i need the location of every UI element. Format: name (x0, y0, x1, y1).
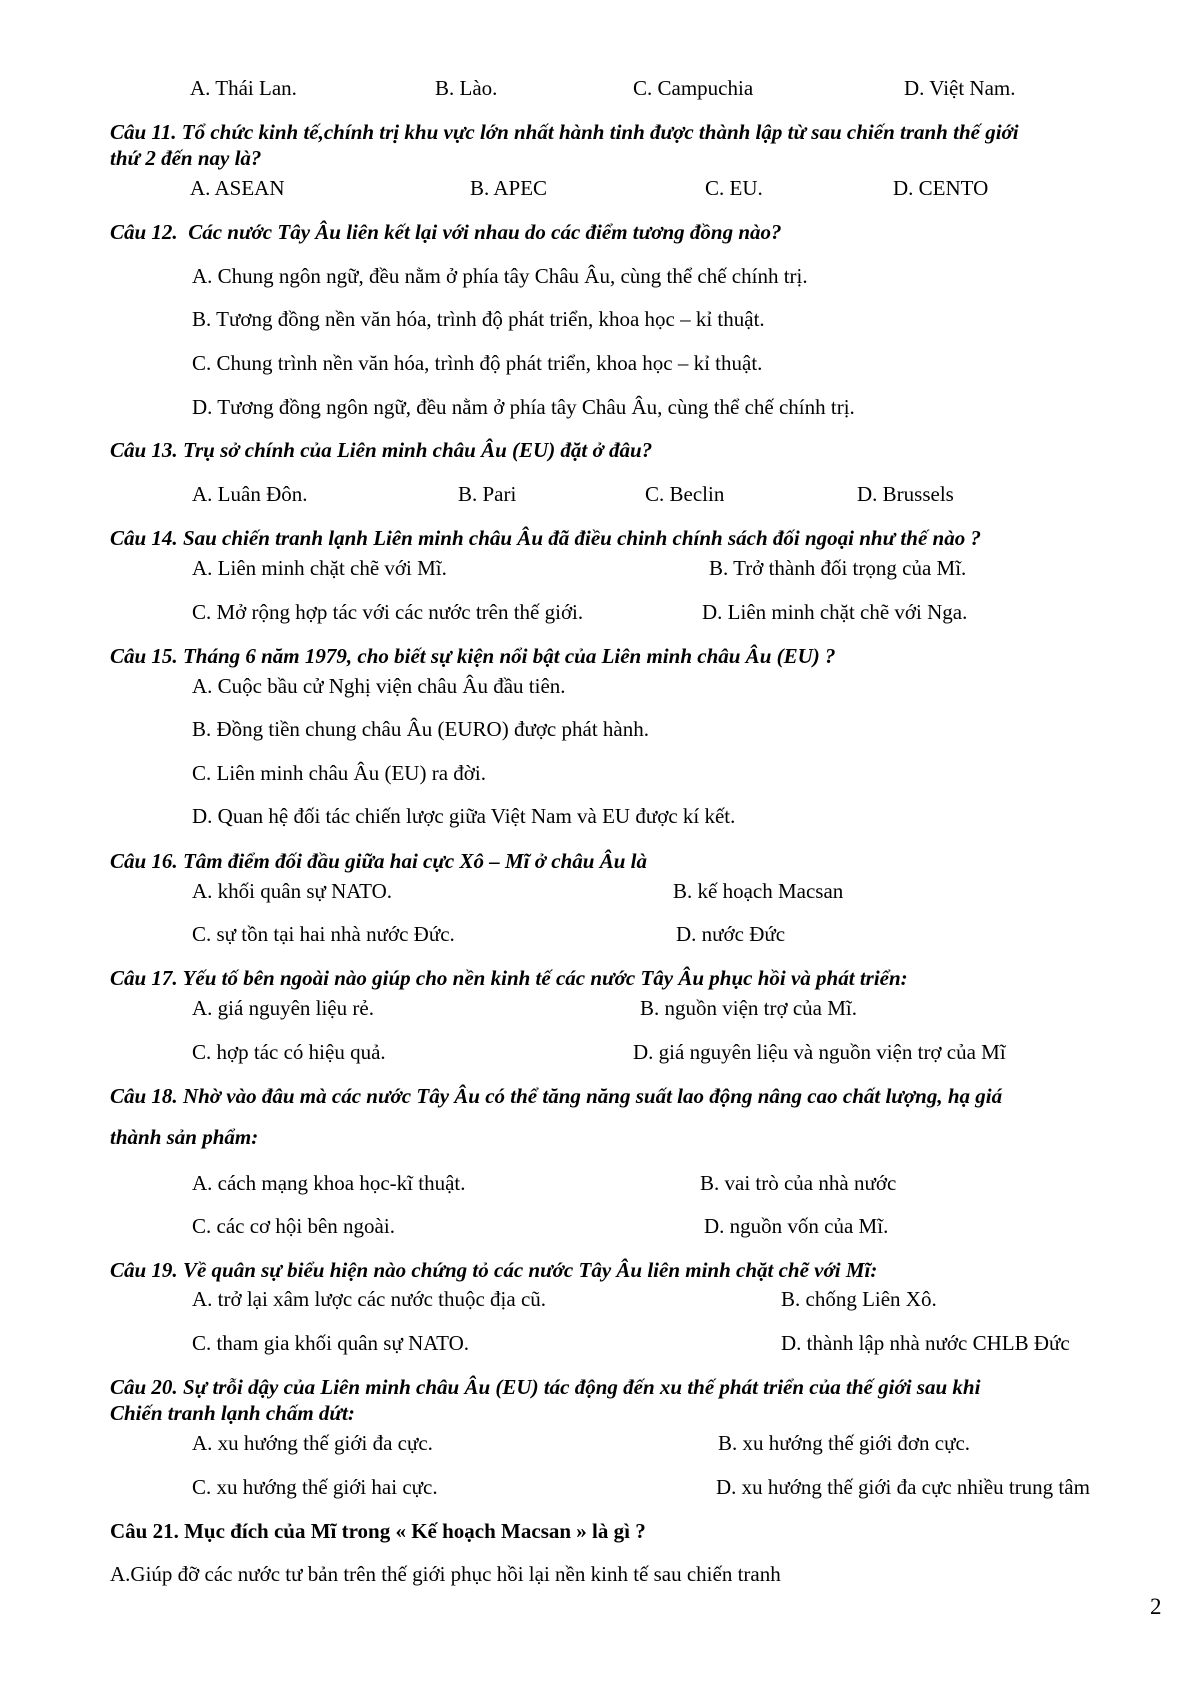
q14-number: Câu 14. (110, 526, 178, 550)
q12-option-a: A. Chung ngôn ngữ, đều nằm ở phía tây Châu Âu, cùng thể chế chính trị. (192, 264, 808, 288)
q13-question (110, 437, 652, 463)
q11-number: Câu 11. (110, 120, 177, 144)
q13-text: Trụ sở chính của Liên minh châu Âu (EU) đặt ở đâu? (182, 438, 653, 462)
q11-text-line2: thứ 2 đến nay là? (110, 146, 262, 170)
q18-number: Câu 18. (110, 1084, 178, 1108)
q15-option-c: C. Liên minh châu Âu (EU) ra đời. (192, 761, 486, 785)
q14-text: Sau chiến tranh lạnh Liên minh châu Âu đã điều chinh chính sách đối ngoại như thế nào ? (182, 526, 981, 550)
q18-option-b: B. vai trò của nhà nước (700, 1171, 897, 1195)
q13-option-d: D. Brussels (857, 482, 954, 506)
q13-number: Câu 13. (110, 438, 178, 462)
q12-number: Câu 12. (110, 220, 178, 244)
q12-option-d: D. Tương đồng ngôn ngữ, đều nằm ở phía tây Châu Âu, cùng thể chế chính trị. (192, 395, 855, 419)
q20-number: Câu 20. (110, 1375, 178, 1399)
q11-option-a: A. ASEAN (190, 176, 285, 200)
q20-option-b: B. xu hướng thế giới đơn cực. (718, 1431, 971, 1455)
q15-option-a: A. Cuộc bầu cử Nghị viện châu Âu đầu tiên. (192, 674, 566, 698)
q19-option-c: C. tham gia khối quân sự NATO. (192, 1331, 469, 1355)
q19-option-a: A. trở lại xâm lược các nước thuộc địa cũ. (192, 1287, 547, 1311)
q16-number: Câu 16. (110, 849, 178, 873)
q15-number: Câu 15. (110, 644, 178, 668)
q10-option-c: C. Campuchia (633, 76, 754, 100)
q15-text: Tháng 6 năm 1979, cho biết sự kiện nổi bật của Liên minh châu Âu (EU) ? (182, 644, 836, 668)
q17-question (110, 965, 908, 991)
q20-text-line2: Chiến tranh lạnh chấm dứt: (110, 1401, 355, 1425)
q15-question (110, 643, 836, 669)
q21-text: Mục đích của Mĩ trong « Kế hoạch Macsan » là gì ? (184, 1519, 646, 1543)
q12-option-b: B. Tương đồng nền văn hóa, trình độ phát triển, khoa học – kỉ thuật. (192, 307, 765, 331)
q17-option-d: D. giá nguyên liệu và nguồn viện trợ của Mĩ (633, 1040, 1006, 1064)
q21-number: Câu 21. (110, 1519, 179, 1543)
q20-option-a: A. xu hướng thế giới đa cực. (192, 1431, 433, 1455)
q18-text-line1: Nhờ vào đâu mà các nước Tây Âu có thể tăng năng suất lao động nâng cao chất lượng, hạ giá (182, 1084, 1003, 1108)
q14-option-a: A. Liên minh chặt chẽ với Mĩ. (192, 556, 447, 580)
q19-question (110, 1257, 877, 1283)
q21-question (110, 1518, 646, 1544)
q14-question (110, 525, 981, 551)
q12-text: Các nước Tây Âu liên kết lại với nhau do các điểm tương đồng nào? (188, 220, 782, 244)
q19-number: Câu 19. (110, 1258, 178, 1282)
q11-text-line1: Tổ chức kinh tế,chính trị khu vực lớn nhất hành tinh được thành lập từ sau chiến tranh thế giới (181, 120, 1019, 144)
q20-question (110, 1374, 980, 1400)
q16-option-d: D. nước Đức (676, 922, 786, 946)
q11-option-b: B. APEC (470, 176, 548, 200)
q15-option-d: D. Quan hệ đối tác chiến lược giữa Việt Nam và EU được kí kết. (192, 804, 736, 828)
page-number: 2 (1150, 1594, 1162, 1619)
q18-option-d: D. nguồn vốn của Mĩ. (704, 1214, 889, 1238)
q16-option-b: B. kế hoạch Macsan (673, 879, 844, 903)
q17-option-a: A. giá nguyên liệu rẻ. (192, 996, 374, 1020)
q14-option-c: C. Mở rộng hợp tác với các nước trên thế giới. (192, 600, 584, 624)
q20-option-d: D. xu hướng thế giới đa cực nhiều trung tâm (716, 1475, 1090, 1499)
q10-option-a: A. Thái Lan. (190, 76, 297, 100)
q12-option-c: C. Chung trình nền văn hóa, trình độ phát triển, khoa học – kỉ thuật. (192, 351, 763, 375)
q17-text: Yếu tố bên ngoài nào giúp cho nền kinh tế các nước Tây Âu phục hồi và phát triển: (182, 966, 908, 990)
q16-option-a: A. khối quân sự NATO. (192, 879, 392, 903)
q17-option-c: C. hợp tác có hiệu quả. (192, 1040, 386, 1064)
q18-text-line2: thành sản phẩm: (110, 1125, 259, 1149)
q10-option-d: D. Việt Nam. (904, 76, 1016, 100)
q13-option-c: C. Beclin (645, 482, 725, 506)
q11-question (110, 119, 1019, 145)
q13-option-b: B. Pari (458, 482, 517, 506)
q18-question (110, 1083, 1002, 1109)
q19-text: Về quân sự biểu hiện nào chứng tỏ các nước Tây Âu liên minh chặt chẽ với Mĩ: (182, 1258, 878, 1282)
q15-option-b: B. Đồng tiền chung châu Âu (EURO) được phát hành. (192, 717, 649, 741)
q12-question (110, 219, 782, 245)
q18-option-a: A. cách mạng khoa học-kĩ thuật. (192, 1171, 466, 1195)
q21-option-a: A.Giúp đỡ các nước tư bản trên thế giới phục hồi lại nền kinh tế sau chiến tranh (110, 1562, 781, 1586)
q20-option-c: C. xu hướng thế giới hai cực. (192, 1475, 438, 1499)
q13-option-a: A. Luân Đôn. (192, 482, 308, 506)
q11-option-c: C. EU. (705, 176, 763, 200)
q17-option-b: B. nguồn viện trợ của Mĩ. (640, 996, 857, 1020)
q16-option-c: C. sự tồn tại hai nhà nước Đức. (192, 922, 455, 946)
q10-option-b: B. Lào. (435, 76, 498, 100)
q11-option-d: D. CENTO (893, 176, 989, 200)
q17-number: Câu 17. (110, 966, 178, 990)
q20-text-line1: Sự trỗi dậy của Liên minh châu Âu (EU) tác động đến xu thế phát triển của thế giới sau khi (182, 1375, 981, 1399)
q16-text: Tâm điểm đối đầu giữa hai cực Xô – Mĩ ở châu Âu là (182, 849, 647, 873)
q18-option-c: C. các cơ hội bên ngoài. (192, 1214, 395, 1238)
q14-option-b: B. Trở thành đối trọng của Mĩ. (709, 556, 967, 580)
q16-question (110, 848, 647, 874)
q14-option-d: D. Liên minh chặt chẽ với Nga. (702, 600, 968, 624)
q19-option-b: B. chống Liên Xô. (781, 1287, 937, 1311)
q19-option-d: D. thành lập nhà nước CHLB Đức (781, 1331, 1070, 1355)
